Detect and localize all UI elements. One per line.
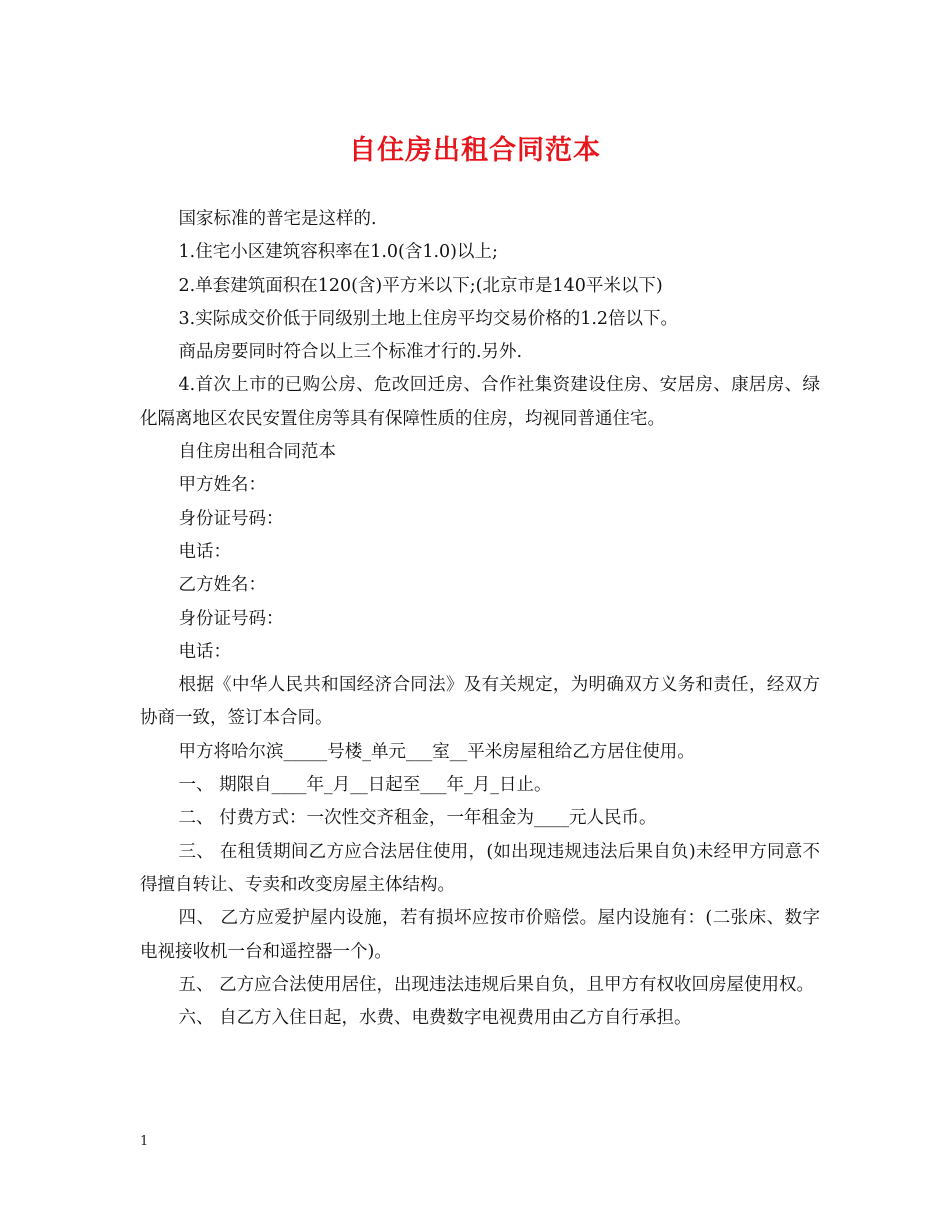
field-label: 甲方姓名： — [178, 475, 266, 496]
document-title: 自住房出租合同范本 — [349, 135, 601, 166]
paragraph: 2.单套建筑面积在120(含)平方米以下;(北京市是140平米以下) — [178, 275, 663, 296]
field-label: 乙方姓名： — [178, 575, 266, 596]
paragraph: 国家标准的普宅是这样的. — [178, 209, 377, 229]
page-number: 1 — [140, 1134, 149, 1149]
paragraph: 根据《中华人民共和国经济合同法》及有关规定，为明确双方义务和责任，经双方协商一致，签订本合同。 — [140, 675, 820, 729]
paragraph: 甲方将哈尔滨_____号楼_单元___室__平米房屋租给乙方居住使用。 — [178, 741, 695, 762]
paragraph: 1.住宅小区建筑容积率在1.0(含1.0)以上; — [178, 242, 498, 263]
clause: 一、 期限自____年_月__日起至___年_月_日止。 — [178, 775, 552, 796]
clause: 六、 自乙方入住日起，水费、电费数字电视费用由乙方自行承担。 — [178, 1008, 692, 1029]
field-label: 身份证号码： — [178, 608, 284, 629]
paragraph: 自住房出租合同范本 — [178, 442, 336, 463]
clause: 四、 乙方应爱护屋内设施，若有损坏应按市价赔偿。屋内设施有：(二张床、数字电视接收机一台和遥控器一个)。 — [140, 908, 820, 962]
clause: 三、 在租赁期间乙方应合法居住使用，(如出现违规违法后果自负)未经甲方同意不得擅自转让、专卖和改变房屋主体结构。 — [140, 841, 820, 895]
field-label: 电话： — [178, 641, 231, 662]
clause: 五、 乙方应合法使用居住，出现违法违规后果自负，且甲方有权收回房屋使用权。 — [178, 974, 815, 995]
clause: 二、 付费方式：一次性交齐租金，一年租金为____元人民币。 — [178, 808, 657, 829]
paragraph: 3.实际成交价低于同级别土地上住房平均交易价格的1.2倍以下。 — [178, 308, 679, 329]
paragraph: 4.首次上市的已购公房、危改回迁房、合作社集资建设住房、安居房、康居房、绿化隔离地区农民安置住房等具有保障性质的住房，均视同普通住宅。 — [140, 375, 820, 429]
document-body — [140, 203, 820, 1035]
paragraph: 商品房要同时符合以上三个标准才行的.另外. — [178, 342, 523, 363]
field-label: 身份证号码： — [178, 508, 284, 529]
field-label: 电话： — [178, 541, 231, 562]
